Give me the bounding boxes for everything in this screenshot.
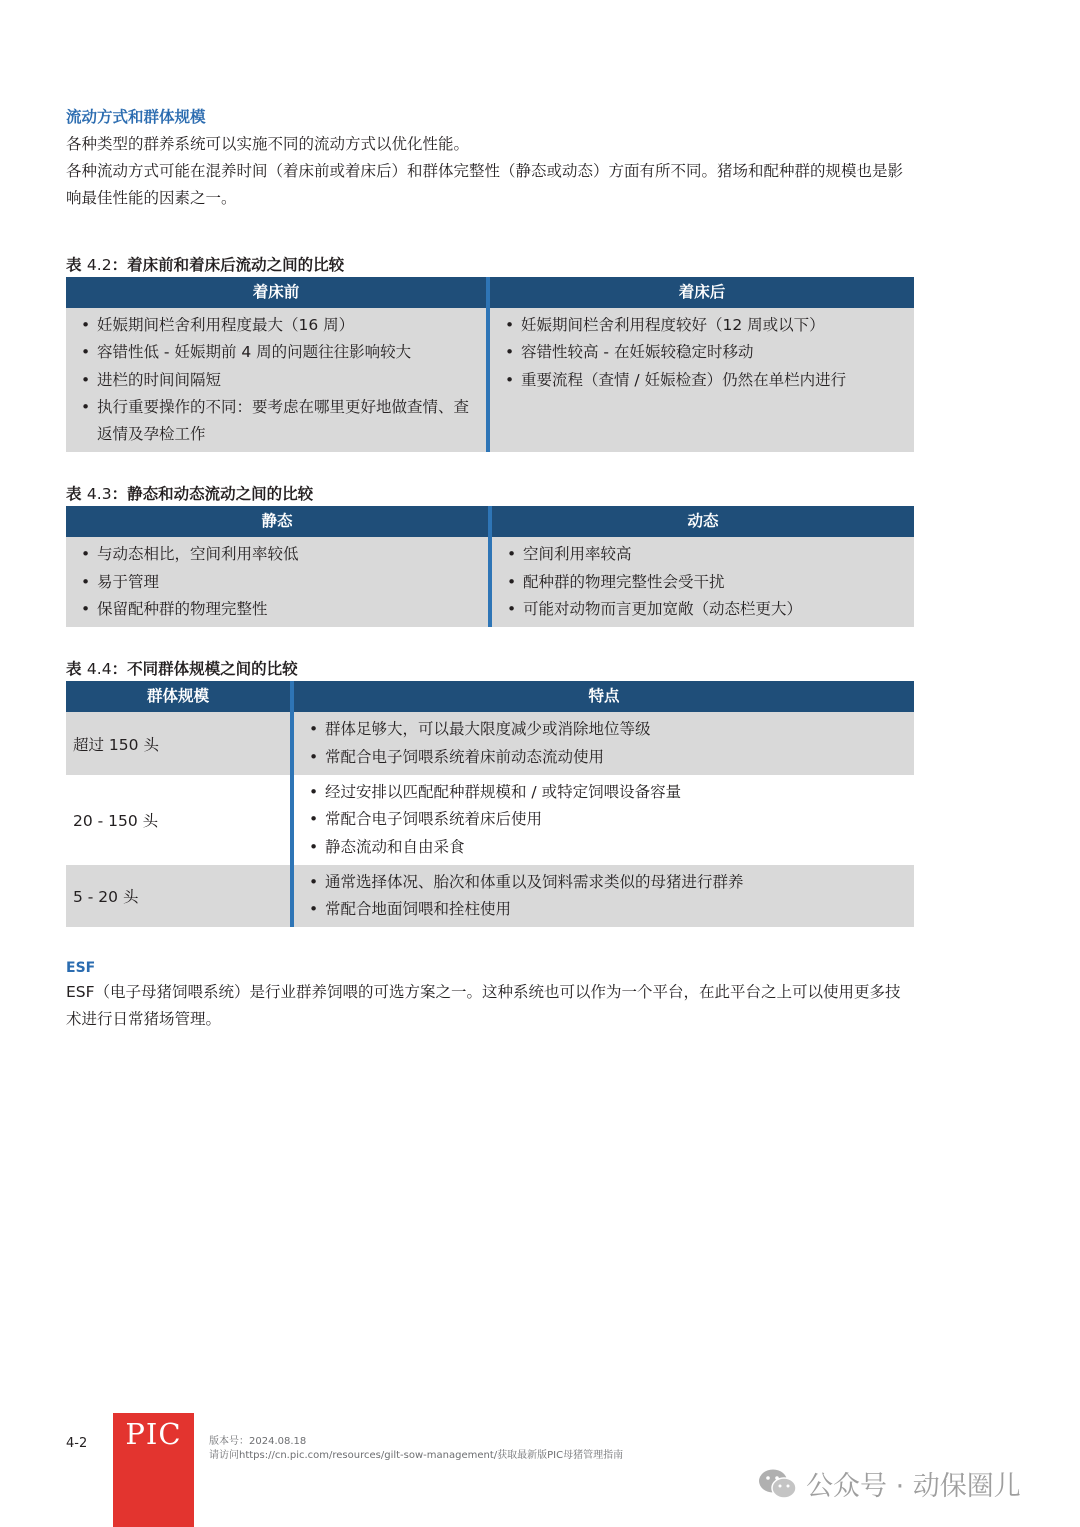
bullet-list <box>492 537 914 627</box>
list-item: • 保留配种群的物理完整性 <box>80 596 478 623</box>
list-item: • 妊娠期间栏舍利用程度最大（16 周） <box>80 312 476 339</box>
list-item: • 群体足够大，可以最大限度减少或消除地位等级 <box>308 716 904 743</box>
pic-logo <box>113 1413 194 1527</box>
bullet-list <box>294 865 914 928</box>
version-text: 版本号：2024.08.18 <box>209 1436 307 1447</box>
table-row <box>66 712 914 775</box>
caption-text: ：静态和动态流动之间的比较 <box>111 485 314 504</box>
caption-prefix: 表 <box>66 256 82 274</box>
watermark-text: 公众号 · 动保圈儿 <box>806 1471 1021 1502</box>
footer-meta <box>209 1435 623 1463</box>
caption-prefix: 表 <box>66 660 82 679</box>
list-item: • 常配合地面饲喂和拴柱使用 <box>308 896 904 923</box>
caption-number: 4.4 <box>86 660 112 679</box>
caption-number: 4.2 <box>86 256 112 274</box>
table-cell <box>66 537 490 627</box>
comparison-table <box>66 681 914 927</box>
logo-text: PIC <box>125 1417 182 1451</box>
page-content <box>66 104 914 1033</box>
list-item: • 执行重要操作的不同：要考虑在哪里更好地做查情、查返情及孕检工作 <box>80 394 476 449</box>
table-cell <box>490 537 914 627</box>
url-text: 请访问https://cn.pic.com/resources/gilt-sow-management/获取最新版PIC母猪管理指南 <box>209 1450 624 1461</box>
paragraph: 各种流动方式可能在混养时间（着床前或着床后）和群体完整性（静态或动态）方面有所不同。猪场和配种群的规模也是影响最佳性能的因素之一。 <box>66 162 904 207</box>
column-header: 特点 <box>292 681 914 712</box>
table-row <box>66 865 914 928</box>
column-header: 群体规模 <box>66 681 292 712</box>
column-header: 动态 <box>490 506 914 537</box>
bullet-list <box>490 308 914 398</box>
list-item: • 进栏的时间间隔短 <box>80 367 476 394</box>
list-item: • 妊娠期间栏舍利用程度较好（12 周或以下） <box>504 312 904 339</box>
group-size-cell: 超过 150 头 <box>66 712 292 775</box>
list-item: • 易于管理 <box>80 569 478 596</box>
column-header: 着床前 <box>66 277 488 308</box>
bullet-list <box>294 775 914 865</box>
list-item: • 静态流动和自由采食 <box>308 834 904 861</box>
table-cell <box>292 775 914 865</box>
table-row <box>66 775 914 865</box>
column-header: 静态 <box>66 506 490 537</box>
list-item: • 与动态相比，空间利用率较低 <box>80 541 478 568</box>
list-item: • 重要流程（查情 / 妊娠检查）仍然在单栏内进行 <box>504 367 904 394</box>
comparison-table <box>66 506 914 627</box>
comparison-table <box>66 277 914 452</box>
group-size-cell: 20 - 150 头 <box>66 775 292 865</box>
table-cell <box>292 865 914 928</box>
list-item: • 配种群的物理完整性会受干扰 <box>506 569 904 596</box>
list-item: • 通常选择体况、胎次和体重以及饲料需求类似的母猪进行群养 <box>308 869 904 896</box>
group-size-cell: 5 - 20 头 <box>66 865 292 928</box>
table-caption <box>66 253 914 277</box>
caption-text: ：不同群体规模之间的比较 <box>111 660 298 679</box>
list-item: • 常配合电子饲喂系统着床后使用 <box>308 806 904 833</box>
caption-text: ：着床前和着床后流动之间的比较 <box>111 256 345 274</box>
bullet-list <box>66 308 486 452</box>
column-header: 着床后 <box>488 277 914 308</box>
watermark <box>758 1464 1021 1503</box>
wechat-icon <box>758 1467 798 1501</box>
page-number: 4-2 <box>66 1436 88 1451</box>
list-item: • 容错性较高 - 在妊娠较稳定时移动 <box>504 339 904 366</box>
bullet-list <box>294 712 914 775</box>
paragraph: ESF（电子母猪饲喂系统）是行业群养饲喂的可选方案之一。这种系统也可以作为一个平台，在此平台之上可以使用更多技术进行日常猪场管理。 <box>66 983 901 1029</box>
section-title: ESF <box>66 960 96 977</box>
table-cell <box>488 308 914 452</box>
caption-number: 4.3 <box>86 485 112 504</box>
paragraph: 各种类型的群养系统可以实施不同的流动方式以优化性能。 <box>66 135 470 153</box>
bullet-list <box>66 537 488 627</box>
list-item: • 常配合电子饲喂系统着床前动态流动使用 <box>308 744 904 771</box>
list-item: • 容错性低 - 妊娠期前 4 周的问题往往影响较大 <box>80 339 476 366</box>
list-item: • 可能对动物而言更加宽敞（动态栏更大） <box>506 596 904 623</box>
table-caption <box>66 657 914 681</box>
section-title: 流动方式和群体规模 <box>66 108 206 126</box>
list-item: • 经过安排以匹配配种群规模和 / 或特定饲喂设备容量 <box>308 779 904 806</box>
list-item: • 空间利用率较高 <box>506 541 904 568</box>
table-cell <box>292 712 914 775</box>
table-cell <box>66 308 488 452</box>
caption-prefix: 表 <box>66 485 82 504</box>
table-caption <box>66 482 914 506</box>
